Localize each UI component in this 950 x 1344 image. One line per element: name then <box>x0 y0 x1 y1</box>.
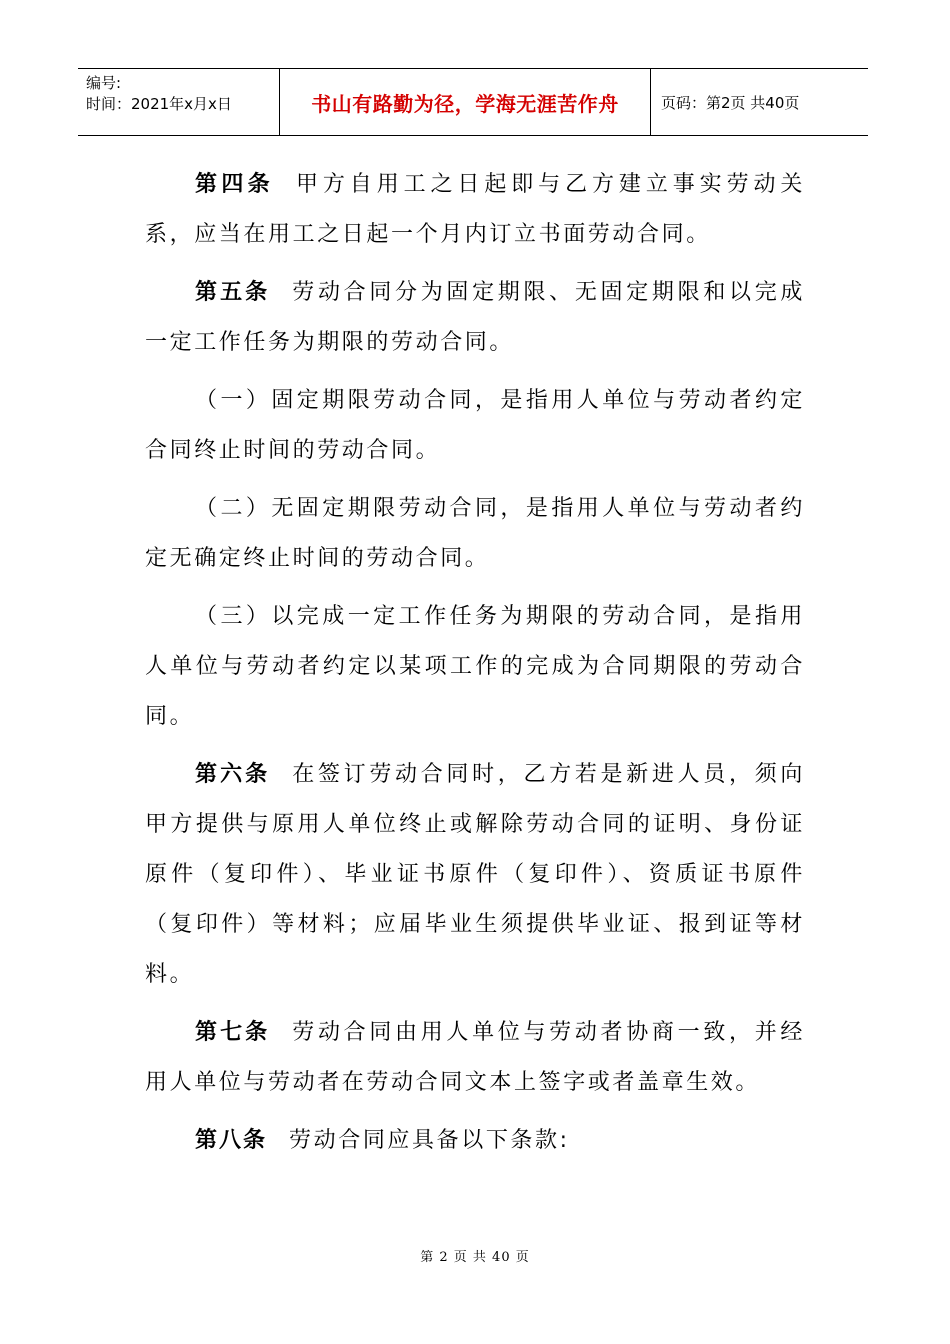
clause-text: （三）以完成一定工作任务为期限的劳动合同，是指用人单位与劳动者约定以某项工作的完成为合同期限的劳动合同。 <box>145 604 805 729</box>
article-5 <box>145 268 805 368</box>
number-label: 编号: <box>86 74 122 92</box>
header-page-info: 页码：第2页 共40页 <box>661 93 800 112</box>
article-text: 劳动合同应具备以下条款: <box>289 1128 570 1153</box>
clause-1 <box>145 376 805 476</box>
article-title: 第七条 <box>195 1020 271 1045</box>
clause-2 <box>145 484 805 584</box>
article-4 <box>145 160 805 260</box>
article-6 <box>145 750 805 1000</box>
article-text: 劳动合同由用人单位与劳动者协商一致，并经用人单位与劳动者在劳动合同文本上签字或者盖章生效。 <box>145 1020 805 1095</box>
page-footer: 第 2 页 共 40 页 <box>420 1250 530 1265</box>
article-text: 在签订劳动合同时，乙方若是新进人员，须向甲方提供与原用人单位终止或解除劳动合同的证明、身份证原件（复印件）、毕业证书原件（复印件）、资质证书原件（复印件）等材料；应届毕业生须提供毕业证、报到证等材料。 <box>145 762 805 987</box>
article-7 <box>145 1008 805 1108</box>
article-title: 第四条 <box>195 172 274 197</box>
clause-text: （一）固定期限劳动合同，是指用人单位与劳动者约定合同终止时间的劳动合同。 <box>145 388 805 463</box>
article-title: 第五条 <box>195 280 271 305</box>
article-text: 甲方自用工之日起即与乙方建立事实劳动关系，应当在用工之日起一个月内订立书面劳动合同。 <box>145 172 805 247</box>
clause-text: （二）无固定期限劳动合同，是指用人单位与劳动者约定无确定终止时间的劳动合同。 <box>145 496 805 571</box>
time-label: 时间：2021年x月x日 <box>86 95 232 113</box>
header-meta <box>78 69 280 135</box>
article-8 <box>145 1116 805 1166</box>
article-text: 劳动合同分为固定期限、无固定期限和以完成一定工作任务为期限的劳动合同。 <box>145 280 805 355</box>
article-title: 第八条 <box>195 1128 268 1153</box>
document-body <box>145 160 805 1174</box>
article-title: 第六条 <box>195 762 271 787</box>
header-motto: 书山有路勤为径，学海无涯苦作舟 <box>280 69 651 135</box>
clause-3 <box>145 592 805 742</box>
document-header <box>78 68 868 136</box>
